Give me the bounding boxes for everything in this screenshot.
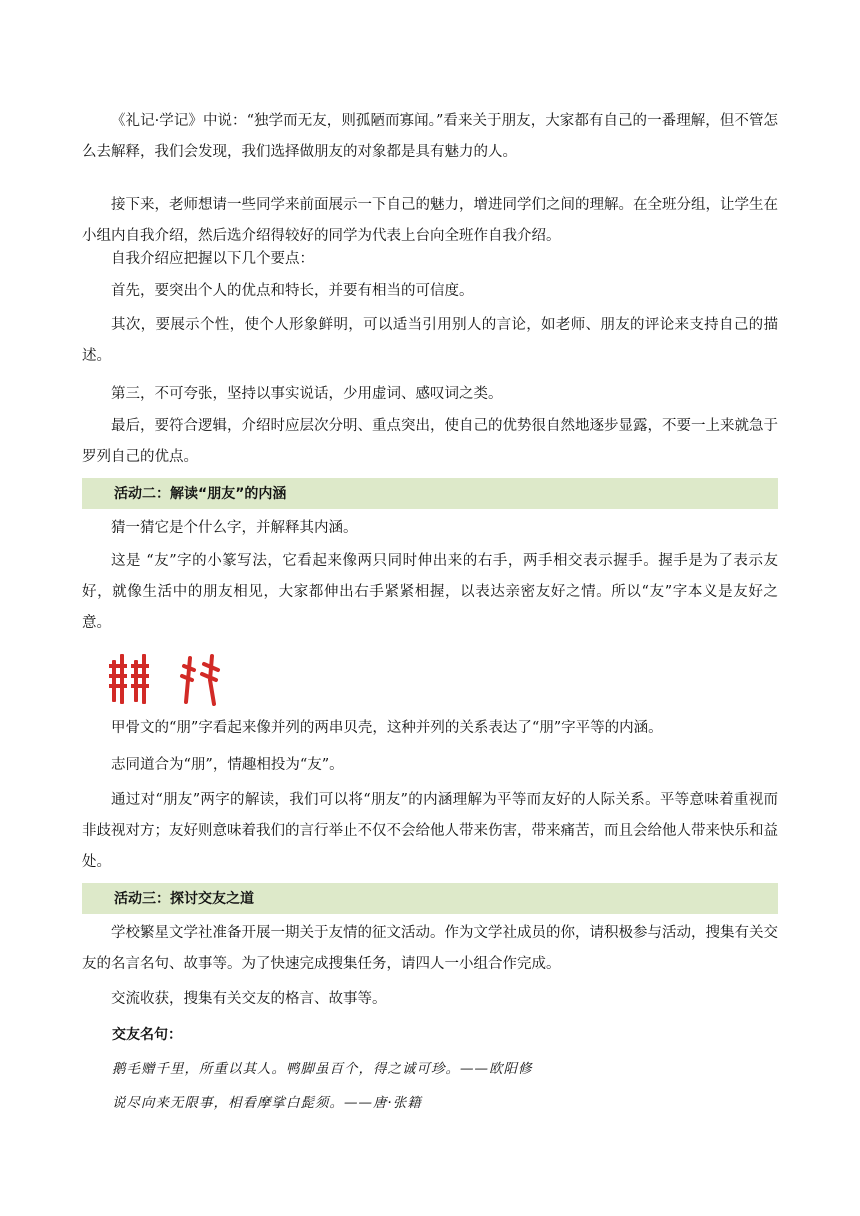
- peng-glyph: [109, 654, 149, 704]
- paragraph-first: 首先，要突出个人的优点和特长，并要有相当的可信度。: [111, 283, 474, 299]
- activity2-title: 活动二：解读“朋友”的内涵: [114, 486, 287, 502]
- paragraph-share: 交流收获，搜集有关交友的格言、故事等。: [111, 991, 387, 1007]
- paragraph-third: 第三，不可夸张，坚持以事实说话，少用虚词、感叹词之类。: [111, 386, 503, 402]
- paragraph-conclusion: 通过对“朋友”两字的解读，我们可以将“朋友”的内涵理解为平等而友好的人际关系。平等意味着重视而非歧视对方；友好则意味着我们的言行举止不仅不会给他人带来伤害，带来痛苦，而且会给他人带来快乐和益处。: [82, 792, 778, 870]
- ancient-character-glyphs: [108, 650, 238, 710]
- paragraph-next-step: 接下来，老师想请一些同学来前面展示一下自己的魅力，增进同学们之间的理解。在全班分组，让学生在小组内自我介绍，然后选介绍得较好的同学为代表上台向全班作自我介绍。: [82, 197, 778, 244]
- paragraph-key-points: 自我介绍应把握以下几个要点：: [111, 251, 314, 267]
- quotes-label: 交友名句：: [112, 1027, 182, 1043]
- paragraph-literary-club: 学校繁星文学社准备开展一期关于友情的征文活动。作为文学社成员的你，请积极参与活动，搜集有关交友的名言名句、故事等。为了快速完成搜集任务，请四人一小组合作完成。: [82, 925, 778, 972]
- activity3-title: 活动三：探讨交友之道: [114, 891, 254, 907]
- paragraph-second: 其次，要展示个性，使个人形象鲜明，可以适当引用别人的言论，如老师、朋友的评论来支持自己的描述。: [82, 317, 778, 364]
- paragraph-liji: 《礼记·学记》中说：“独学而无友，则孤陋而寡闻。”看来关于朋友，大家都有自己的一番理解，但不管怎么去解释，我们会发现，我们选择做朋友的对象都是具有魅力的人。: [82, 113, 778, 160]
- paragraph-last: 最后，要符合逻辑，介绍时应层次分明、重点突出，使自己的优势很自然地逐步显露，不要一上来就急于罗列自己的优点。: [82, 418, 778, 465]
- paragraph-you-explanation: 这是 “友”字的小篆写法，它看起来像两只同时伸出来的右手，两手相交表示握手。握手是为了表示友好，就像生活中的朋友相见，大家都伸出右手紧紧相握，以表达亲密友好之情。所以“友”字本义是友好之意。: [82, 553, 778, 631]
- paragraph-guess: 猜一猜它是个什么字，并解释其内涵。: [111, 520, 358, 536]
- paragraph-zhitong: 志同道合为“朋”，情趣相投为“友”。: [111, 757, 344, 773]
- activity2-header: [82, 478, 778, 509]
- you-glyph: [182, 656, 218, 704]
- paragraph-peng: 甲骨文的“朋”字看起来像并列的两串贝壳，这种并列的关系表达了“朋”字平等的内涵。: [111, 720, 663, 736]
- quote-ouyangxiu: 鹅毛赠千里，所重以其人。鸭脚虽百个，得之诚可珍。——欧阳修: [112, 1061, 533, 1077]
- quote-zhangji: 说尽向来无限事，相看摩挲白髭须。——唐·张籍: [112, 1095, 422, 1111]
- activity3-header: [82, 883, 778, 914]
